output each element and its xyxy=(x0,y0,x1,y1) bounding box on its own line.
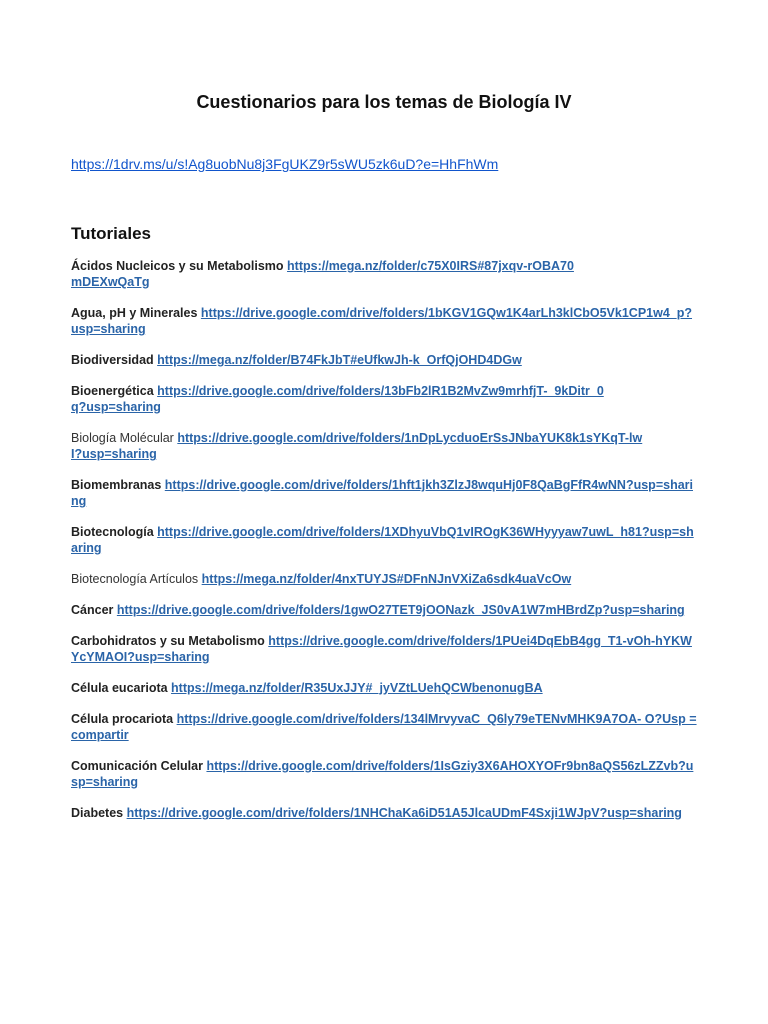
entry-label: Biología Molécular xyxy=(71,431,178,445)
entry-label: Agua, pH y Minerales xyxy=(71,306,201,320)
entry-link[interactable]: https://drive.google.com/drive/folders/1hft1jkh3ZlzJ8wquHj0F8QaBgFfR4wNN?usp=sharing xyxy=(71,478,693,508)
entry-link[interactable]: https://drive.google.com/drive/folders/1nDpLycduoErSsJNbaYUK8k1sYKqT-lwI?usp=sharing xyxy=(71,431,643,461)
list-item xyxy=(71,602,697,618)
list-item xyxy=(71,711,697,743)
entry-link[interactable]: https://drive.google.com/drive/folders/1NHChaKa6iD51A5JlcaUDmF4Sxji1WJpV?usp=sharing xyxy=(126,806,682,820)
entry-link[interactable]: https://mega.nz/folder/4nxTUYJS#DFnNJnVXiZa6sdk4uaVcOw xyxy=(201,572,572,586)
list-item xyxy=(71,430,651,462)
list-item xyxy=(71,680,697,696)
list-item xyxy=(71,758,697,790)
list-item xyxy=(71,477,697,509)
entry-link[interactable]: https://drive.google.com/drive/folders/1gwO27TET9jOONazk_JS0vA1W7mHBrdZp?usp=sharing xyxy=(116,603,685,617)
onedrive-link[interactable]: https://1drv.ms/u/s!Ag8uobNu8j3FgUKZ9r5sWU5zk6uD?e=HhFhWm xyxy=(71,156,499,172)
entry-link[interactable]: https://drive.google.com/drive/folders/13bFb2lR1B2MvZw9mrhfjT-_9kDitr_0q?usp=sharing xyxy=(71,384,604,414)
entry-link[interactable]: https://mega.nz/folder/R35UxJJY#_jyVZtLUehQCWbenonugBA xyxy=(171,681,543,695)
entry-link[interactable]: https://mega.nz/folder/c75X0IRS#87jxqv-rOBA70mDEXwQaTg xyxy=(71,259,574,289)
entry-label: Bioenergética xyxy=(71,384,158,398)
list-item xyxy=(71,571,697,587)
entry-label: Biotecnología xyxy=(71,525,158,539)
entry-label: Cáncer xyxy=(71,603,117,617)
list-item xyxy=(71,633,697,665)
entry-label: Célula procariota xyxy=(71,712,177,726)
entry-link[interactable]: https://drive.google.com/drive/folders/1IsGziy3X6AHOXYOFr9bn8aQS56zLZZvb?usp=sharing xyxy=(71,759,694,789)
page-title: Cuestionarios para los temas de Biología IV xyxy=(196,92,572,112)
entry-label: Ácidos Nucleicos y su Metabolismo xyxy=(71,259,288,273)
tutorial-list xyxy=(71,258,697,836)
entry-label: Biodiversidad xyxy=(71,353,158,367)
entry-link[interactable]: https://drive.google.com/drive/folders/1PUei4DqEbB4gg_T1-vOh-hYKWYcYMAOI?usp=sharing xyxy=(71,634,692,664)
entry-label: Célula eucariota xyxy=(71,681,172,695)
section-heading-tutoriales: Tutoriales xyxy=(71,224,151,243)
entry-label: Biomembranas xyxy=(71,478,165,492)
list-item xyxy=(71,258,581,290)
entry-link[interactable]: https://mega.nz/folder/B74FkJbT#eUfkwJh-k_OrfQjOHD4DGw xyxy=(157,353,522,367)
entry-link[interactable]: https://drive.google.com/drive/folders/1XDhyuVbQ1vIROgK36WHyyyaw7uwL_h81?usp=sharing xyxy=(71,525,694,555)
list-item xyxy=(71,383,611,415)
list-item xyxy=(71,524,697,556)
entry-label: Diabetes xyxy=(71,806,127,820)
entry-label: Carbohidratos y su Metabolismo xyxy=(71,634,269,648)
entry-label: Comunicación Celular xyxy=(71,759,207,773)
list-item xyxy=(71,352,697,368)
list-item xyxy=(71,305,697,337)
entry-label: Biotecnología Artículos xyxy=(71,572,202,586)
entry-link[interactable]: https://drive.google.com/drive/folders/1bKGV1GQw1K4arLh3klCbO5Vk1CP1w4_p?usp=sharing xyxy=(71,306,693,336)
entry-link[interactable]: https://drive.google.com/drive/folders/134lMrvyvaC_Q6ly79eTENvMHK9A7OA- O?Usp = compartir xyxy=(71,712,697,742)
list-item xyxy=(71,805,697,821)
